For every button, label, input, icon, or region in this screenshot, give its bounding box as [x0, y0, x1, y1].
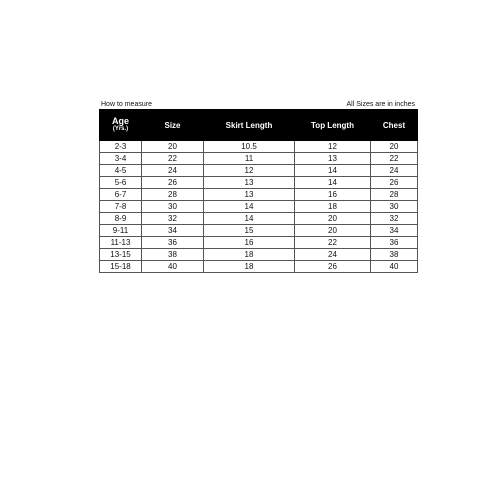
- cell-top-length: 14: [295, 177, 371, 189]
- cell-top-length: 20: [295, 225, 371, 237]
- cell-size: 20: [142, 141, 204, 153]
- cell-age: 9-11: [100, 225, 142, 237]
- units-note: All Sizes are in inches: [346, 101, 415, 108]
- header-size: Size: [142, 110, 204, 141]
- header-age-label: Age: [111, 116, 129, 126]
- size-chart: [99, 97, 417, 273]
- table-row: [100, 213, 418, 225]
- cell-chest: 28: [371, 189, 418, 201]
- cell-size: 24: [142, 165, 204, 177]
- cell-skirt-length: 18: [204, 249, 295, 261]
- table-row: [100, 225, 418, 237]
- table-row: [100, 237, 418, 249]
- cell-size: 36: [142, 237, 204, 249]
- cell-top-length: 12: [295, 141, 371, 153]
- cell-top-length: 16: [295, 189, 371, 201]
- table-row: [100, 261, 418, 273]
- table-row: [100, 141, 418, 153]
- cell-size: 32: [142, 213, 204, 225]
- table-row: [100, 165, 418, 177]
- cell-skirt-length: 14: [204, 213, 295, 225]
- cell-chest: 40: [371, 261, 418, 273]
- header-row: [100, 110, 418, 141]
- table-header: [100, 110, 418, 141]
- cell-chest: 36: [371, 237, 418, 249]
- header-chest: Chest: [371, 110, 418, 141]
- cell-skirt-length: 11: [204, 153, 295, 165]
- table-row: [100, 201, 418, 213]
- cell-chest: 38: [371, 249, 418, 261]
- header-top-length: Top Length: [295, 110, 371, 141]
- cell-age: 4-5: [100, 165, 142, 177]
- cell-age: 3-4: [100, 153, 142, 165]
- cell-skirt-length: 10.5: [204, 141, 295, 153]
- header-age: [100, 110, 142, 141]
- cell-age: 7-8: [100, 201, 142, 213]
- cell-age: 5-6: [100, 177, 142, 189]
- cell-top-length: 14: [295, 165, 371, 177]
- cell-size: 26: [142, 177, 204, 189]
- size-table: [99, 109, 418, 273]
- header-skirt-length: Skirt Length: [204, 110, 295, 141]
- cell-size: 40: [142, 261, 204, 273]
- table-row: [100, 153, 418, 165]
- cell-size: 38: [142, 249, 204, 261]
- cell-chest: 32: [371, 213, 418, 225]
- cell-skirt-length: 14: [204, 201, 295, 213]
- cell-age: 6-7: [100, 189, 142, 201]
- cell-skirt-length: 15: [204, 225, 295, 237]
- cell-skirt-length: 18: [204, 261, 295, 273]
- cell-age: 8-9: [100, 213, 142, 225]
- table-row: [100, 177, 418, 189]
- cell-size: 28: [142, 189, 204, 201]
- cell-age: 13-15: [100, 249, 142, 261]
- cell-skirt-length: 12: [204, 165, 295, 177]
- cell-chest: 22: [371, 153, 418, 165]
- cell-size: 30: [142, 201, 204, 213]
- cell-top-length: 13: [295, 153, 371, 165]
- table-row: [100, 249, 418, 261]
- cell-skirt-length: 16: [204, 237, 295, 249]
- cell-top-length: 22: [295, 237, 371, 249]
- how-to-measure-label: How to measure: [101, 101, 152, 108]
- cell-size: 22: [142, 153, 204, 165]
- cell-chest: 20: [371, 141, 418, 153]
- table-row: [100, 189, 418, 201]
- caption-row: [99, 97, 417, 109]
- cell-age: 15-18: [100, 261, 142, 273]
- cell-size: 34: [142, 225, 204, 237]
- cell-top-length: 18: [295, 201, 371, 213]
- cell-chest: 26: [371, 177, 418, 189]
- cell-skirt-length: 13: [204, 189, 295, 201]
- cell-chest: 24: [371, 165, 418, 177]
- cell-skirt-length: 13: [204, 177, 295, 189]
- cell-top-length: 26: [295, 261, 371, 273]
- cell-age: 2-3: [100, 141, 142, 153]
- cell-top-length: 20: [295, 213, 371, 225]
- cell-top-length: 24: [295, 249, 371, 261]
- table-body: [100, 141, 418, 273]
- cell-chest: 34: [371, 225, 418, 237]
- cell-age: 11-13: [100, 237, 142, 249]
- header-age-unit: (Yrs.): [112, 126, 129, 132]
- cell-chest: 30: [371, 201, 418, 213]
